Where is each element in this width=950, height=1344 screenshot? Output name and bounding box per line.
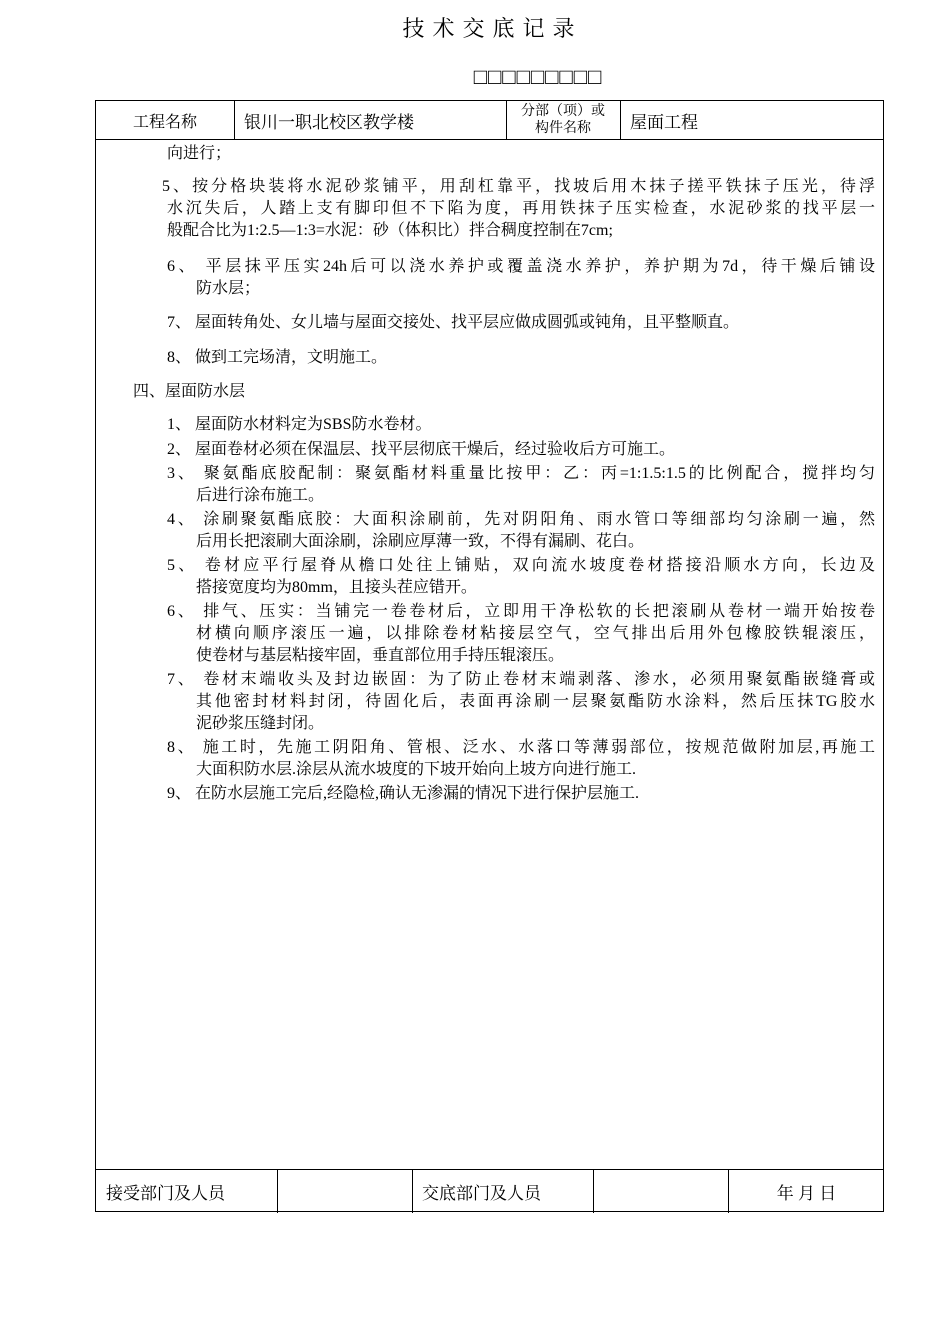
header-divider [96,139,883,140]
project-name-value: 银川一职北校区教学楼 [244,112,414,132]
content-line: 5、 卷材应平行屋脊从檐口处往上铺贴，双向流水坡度卷材搭接沿顺水方向，长边及 [167,557,875,574]
content-line: 般配合比为1:2.5—1:3=水泥：砂（体积比）拌合稠度控制在7cm; [167,222,613,239]
content-line: 搭接宽度均为80mm，且接头茬应错开。 [196,579,477,596]
header-col-divider-3 [620,101,621,139]
content-line: 使卷材与基层粘接牢固，垂直部位用手持压辊滚压。 [196,647,565,664]
content-line: 6、 排气、压实：当铺完一卷卷材后，立即用干净松软的长把滚刷从卷材一端开始按卷 [167,603,875,620]
content-line: 3、 聚氨酯底胶配制：聚氨酯材料重量比按甲：乙：丙=1:1.5:1.5的比例配合，搅拌均匀 [167,465,875,482]
content-line: 向进行； [167,145,232,162]
date-field: 年 月 日 [776,1183,837,1203]
section-name-label [506,101,620,139]
content-line: 其他密封材料封闭，待固化后，表面再涂刷一层聚氨酯防水涂料，然后压抹TG胶水 [196,693,875,710]
content-line: 7、 卷材末端收头及封边嵌固：为了防止卷材末端剥落、渗水，必须用聚氨酯嵌缝膏或 [167,671,875,688]
receiver-value[interactable] [277,1169,412,1213]
footer-col-divider-2 [412,1169,413,1213]
header-col-divider-1 [234,101,235,139]
content-line: 8、 施工时，先施工阴阳角、管根、泛水、水落口等薄弱部位，按规范做附加层,再施工 [167,739,875,756]
content-line: 后进行涂布施工。 [196,487,325,504]
content-line: 9、 在防水层施工完后,经隐检,确认无渗漏的情况下进行保护层施工. [167,785,640,802]
content-line: 大面积防水层.涂层从流水坡度的下坡开始向上坡方向进行施工. [196,761,637,778]
document-title: 技术交底记录 [402,16,583,41]
content-line: 泥砂浆压缝封闭。 [196,715,325,732]
content-heading: 四、屋面防水层 [133,383,246,400]
document-subtitle: □□□□□□□□□ [473,64,603,89]
issuer-value[interactable] [593,1169,728,1213]
content-line: 材横向顺序滚压一遍，以排除卷材粘接层空气，空气排出后用外包橡胶铁辊滚压， [196,625,875,642]
content-line: 6、 平层抹平压实24h后可以浇水养护或覆盖浇水养护，养护期为7d，待干燥后铺设 [167,258,875,275]
receiver-label: 接受部门及人员 [106,1183,225,1203]
content-line: 8、 做到工完场清，文明施工。 [167,349,388,366]
content-line: 4、 涂刷聚氨酯底胶：大面积涂刷前，先对阴阳角、雨水管口等细部均匀涂刷一遍，然 [167,511,875,528]
content-line: 防水层； [196,280,261,297]
project-name-label: 工程名称 [132,113,197,131]
content-line: 后用长把滚刷大面涂刷，涂刷应厚薄一致，不得有漏刷、花白。 [196,533,645,550]
record-table [95,100,884,1212]
content-line: 水沉失后，人踏上支有脚印但不下陷为度，再用铁抹子压实检查，水泥砂浆的找平层一 [167,200,875,217]
content-line: 2、 屋面卷材必须在保温层、找平层彻底干燥后，经过验收后方可施工。 [167,441,676,458]
content-line: 1、 屋面防水材料定为SBS防水卷材。 [167,416,432,433]
content-line: 7、 屋面转角处、女儿墙与屋面交接处、找平层应做成圆弧或钝角，且平整顺直。 [167,314,740,331]
issuer-label: 交底部门及人员 [422,1183,541,1203]
section-name-value: 屋面工程 [630,112,698,132]
content-line: 5、按分格块装将水泥砂浆铺平，用刮杠靠平，找坡后用木抹子搓平铁抹子压光，待浮 [162,178,875,195]
section-label-line-2: 构件名称 [535,121,591,136]
section-label-line-1: 分部（项）或 [521,104,605,119]
